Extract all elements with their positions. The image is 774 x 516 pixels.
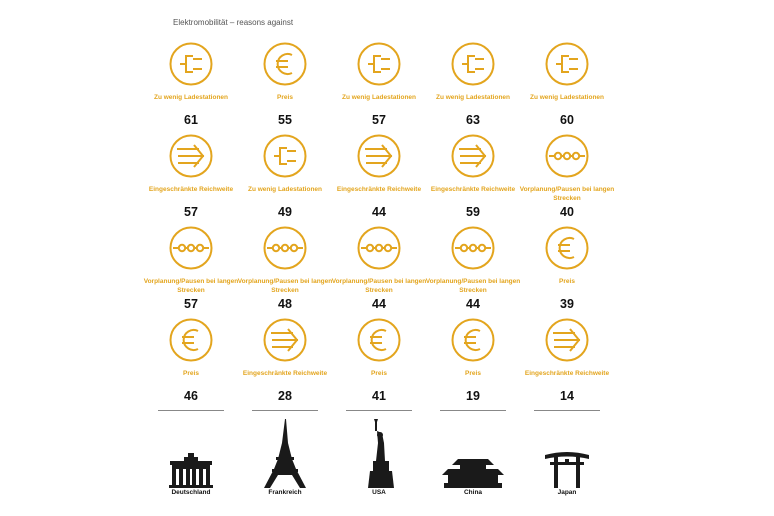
divider bbox=[158, 410, 224, 411]
chart-title: Elektromobilität – reasons against bbox=[173, 18, 294, 27]
reason-label: Vorplanung/Pausen bei langen Strecken bbox=[519, 186, 615, 202]
reason-value: 40 bbox=[560, 205, 574, 219]
reason-value: 59 bbox=[466, 205, 480, 219]
reason-value: 14 bbox=[560, 389, 574, 403]
reason-value: 61 bbox=[184, 113, 198, 127]
divider bbox=[440, 410, 506, 411]
reason-value: 55 bbox=[278, 113, 292, 127]
divider bbox=[346, 410, 412, 411]
reason-label: Eingeschränkte Reichweite bbox=[430, 186, 516, 193]
reason-label: Preis bbox=[277, 94, 293, 101]
reason-value: 63 bbox=[466, 113, 480, 127]
reason-value: 57 bbox=[184, 205, 198, 219]
divider bbox=[534, 410, 600, 411]
country-name: USA bbox=[372, 489, 386, 496]
reason-value: 46 bbox=[184, 389, 198, 403]
reason-cell bbox=[512, 318, 622, 413]
reason-label: Eingeschränkte Reichweite bbox=[524, 370, 610, 377]
reason-label: Vorplanung/Pausen bei langen Strecken bbox=[143, 278, 239, 294]
reason-label: Eingeschränkte Reichweite bbox=[148, 186, 234, 193]
country-name: Frankreich bbox=[268, 489, 302, 496]
reason-label: Eingeschränkte Reichweite bbox=[242, 370, 328, 377]
reason-label: Preis bbox=[465, 370, 481, 377]
divider bbox=[252, 410, 318, 411]
reason-cell bbox=[512, 226, 622, 321]
reason-label: Vorplanung/Pausen bei langen Strecken bbox=[425, 278, 521, 294]
reason-value: 49 bbox=[278, 205, 292, 219]
reason-label: Preis bbox=[371, 370, 387, 377]
reason-value: 39 bbox=[560, 297, 574, 311]
reason-value: 28 bbox=[278, 389, 292, 403]
reason-label: Vorplanung/Pausen bei langen Strecken bbox=[331, 278, 427, 294]
reason-value: 48 bbox=[278, 297, 292, 311]
reason-value: 41 bbox=[372, 389, 386, 403]
reason-value: 19 bbox=[466, 389, 480, 403]
reason-value: 57 bbox=[184, 297, 198, 311]
country-name: Japan bbox=[557, 489, 577, 496]
reason-value: 44 bbox=[466, 297, 480, 311]
reason-label: Zu wenig Ladestationen bbox=[435, 94, 511, 101]
torii-gate-icon bbox=[512, 419, 622, 491]
reason-value: 57 bbox=[372, 113, 386, 127]
reason-label: Zu wenig Ladestationen bbox=[529, 94, 605, 101]
reason-label: Zu wenig Ladestationen bbox=[247, 186, 323, 193]
reason-label: Zu wenig Ladestationen bbox=[153, 94, 229, 101]
reason-value: 44 bbox=[372, 297, 386, 311]
reason-label: Preis bbox=[559, 278, 575, 285]
reason-cell bbox=[512, 134, 622, 229]
reason-value: 60 bbox=[560, 113, 574, 127]
country-name: Deutschland bbox=[171, 489, 211, 496]
country-name: China bbox=[463, 489, 483, 496]
reason-label: Eingeschränkte Reichweite bbox=[336, 186, 422, 193]
reason-label: Preis bbox=[183, 370, 199, 377]
reason-label: Zu wenig Ladestationen bbox=[341, 94, 417, 101]
reason-label: Vorplanung/Pausen bei langen Strecken bbox=[237, 278, 333, 294]
reason-value: 44 bbox=[372, 205, 386, 219]
reason-cell bbox=[512, 42, 622, 137]
